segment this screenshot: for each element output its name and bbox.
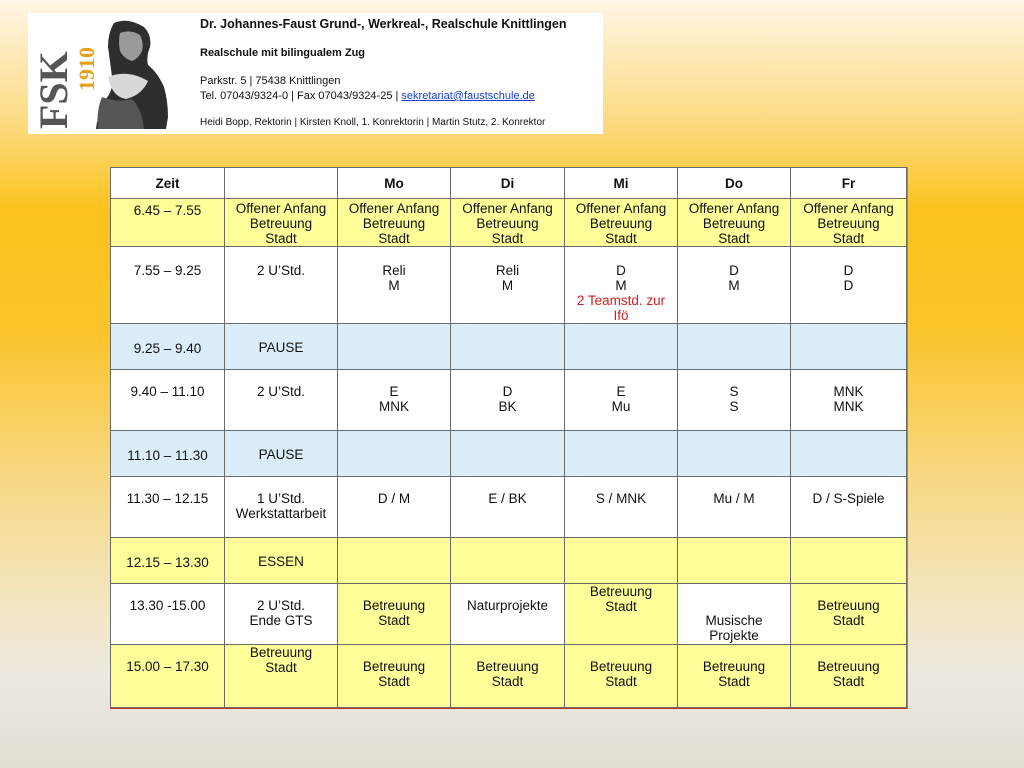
header-row — [111, 168, 907, 199]
day-cell-fr: Offener Anfang Betreuung Stadt — [791, 199, 907, 247]
type-cell: PAUSE — [225, 324, 338, 370]
day-cell-mi: Betreuung Stadt — [565, 584, 678, 645]
staff-line: Heidi Bopp, Rektorin | Kirsten Knoll, 1. Konrektorin | Martin Stutz, 2. Konrektor — [200, 117, 546, 128]
table-row — [111, 477, 907, 538]
header-zeit: Zeit — [111, 168, 225, 199]
table-row — [111, 324, 907, 370]
day-cell-fr — [791, 538, 907, 584]
header-mo: Mo — [338, 168, 451, 199]
day-cell-mo: D / M — [338, 477, 451, 538]
school-name: Dr. Johannes-Faust Grund-, Werkreal-, Realschule Knittlingen — [200, 17, 567, 31]
day-cell-di: Betreuung Stadt — [451, 645, 565, 708]
day-cell-do: D M — [678, 247, 791, 324]
day-cell-do: Musische Projekte — [678, 584, 791, 645]
day-cell-fr: Betreuung Stadt — [791, 584, 907, 645]
day-cell-di — [451, 538, 565, 584]
type-cell: 2 U’Std. — [225, 247, 338, 324]
day-cell-mo: Reli M — [338, 247, 451, 324]
logo-portrait-image — [31, 17, 170, 131]
table-row — [111, 370, 907, 431]
day-cell-fr: MNK MNK — [791, 370, 907, 431]
contact-line — [200, 90, 535, 102]
phone-fax: Tel. 07043/9324-0 | Fax 07043/9324-25 | — [200, 90, 402, 102]
day-cell-mi: D M 2 Teamstd. zur Ifö — [565, 247, 678, 324]
table-row — [111, 645, 907, 708]
day-cell-mo: E MNK — [338, 370, 451, 431]
table-row — [111, 199, 907, 247]
day-cell-do: S S — [678, 370, 791, 431]
timetable-grid — [110, 167, 907, 708]
type-cell: Offener Anfang Betreuung Stadt — [225, 199, 338, 247]
day-cell-fr: D / S-Spiele — [791, 477, 907, 538]
type-cell: PAUSE — [225, 431, 338, 477]
school-address: Parkstr. 5 | 75438 Knittlingen — [200, 75, 341, 87]
header-mi: Mi — [565, 168, 678, 199]
day-cell-do — [678, 538, 791, 584]
time-cell: 9.40 – 11.10 — [111, 370, 225, 431]
day-cell-mo: Betreuung Stadt — [338, 645, 451, 708]
day-cell-di: Reli M — [451, 247, 565, 324]
day-cell-di: Offener Anfang Betreuung Stadt — [451, 199, 565, 247]
day-cell-do: Betreuung Stadt — [678, 645, 791, 708]
day-cell-fr — [791, 431, 907, 477]
time-cell: 11.10 – 11.30 — [111, 431, 225, 477]
day-cell-mi — [565, 324, 678, 370]
day-cell-do: Mu / M — [678, 477, 791, 538]
header-fr: Fr — [791, 168, 907, 199]
type-cell: Betreuung Stadt — [225, 645, 338, 708]
team-note: 2 Teamstd. zur — [576, 293, 666, 308]
day-cell-do — [678, 431, 791, 477]
school-logo — [31, 17, 170, 131]
day-cell-di: Naturprojekte — [451, 584, 565, 645]
header-do: Do — [678, 168, 791, 199]
time-cell: 6.45 – 7.55 — [111, 199, 225, 247]
day-cell-mi: S / MNK — [565, 477, 678, 538]
day-cell-mo: Betreuung Stadt — [338, 584, 451, 645]
day-cell-fr: Betreuung Stadt — [791, 645, 907, 708]
time-cell: 7.55 – 9.25 — [111, 247, 225, 324]
team-note-2: Ifö — [613, 308, 629, 323]
day-cell-mi — [565, 431, 678, 477]
day-cell-mi: Betreuung Stadt — [565, 645, 678, 708]
email-link[interactable]: sekretariat@faustschule.de — [401, 90, 535, 102]
day-cell-di: E / BK — [451, 477, 565, 538]
type-cell: ESSEN — [225, 538, 338, 584]
day-cell-do — [678, 324, 791, 370]
timetable — [110, 167, 908, 709]
day-cell-mi — [565, 538, 678, 584]
day-cell-fr — [791, 324, 907, 370]
day-cell-mi: E Mu — [565, 370, 678, 431]
day-cell-di: D BK — [451, 370, 565, 431]
table-row — [111, 247, 907, 324]
time-cell: 15.00 – 17.30 — [111, 645, 225, 708]
day-cell-mo — [338, 538, 451, 584]
time-cell: 11.30 – 12.15 — [111, 477, 225, 538]
table-row — [111, 584, 907, 645]
time-cell: 12.15 – 13.30 — [111, 538, 225, 584]
header-type — [225, 168, 338, 199]
day-cell-di — [451, 431, 565, 477]
type-cell: 1 U’Std. Werkstattarbeit — [225, 477, 338, 538]
type-cell: 2 U’Std. — [225, 370, 338, 431]
day-cell-mi: Offener Anfang Betreuung Stadt — [565, 199, 678, 247]
day-cell-mo — [338, 324, 451, 370]
time-cell: 13.30 -15.00 — [111, 584, 225, 645]
time-cell: 9.25 – 9.40 — [111, 324, 225, 370]
day-cell-di — [451, 324, 565, 370]
school-letterhead — [28, 13, 603, 134]
day-cell-fr: D D — [791, 247, 907, 324]
type-cell: 2 U’Std. Ende GTS — [225, 584, 338, 645]
day-cell-mo: Offener Anfang Betreuung Stadt — [338, 199, 451, 247]
logo-year: 1910 — [74, 47, 99, 91]
logo-letters: FSK — [31, 51, 76, 129]
table-row — [111, 431, 907, 477]
day-cell-do: Offener Anfang Betreuung Stadt — [678, 199, 791, 247]
day-cell-mo — [338, 431, 451, 477]
school-subtitle: Realschule mit bilingualem Zug — [200, 47, 366, 59]
header-di: Di — [451, 168, 565, 199]
table-row — [111, 538, 907, 584]
